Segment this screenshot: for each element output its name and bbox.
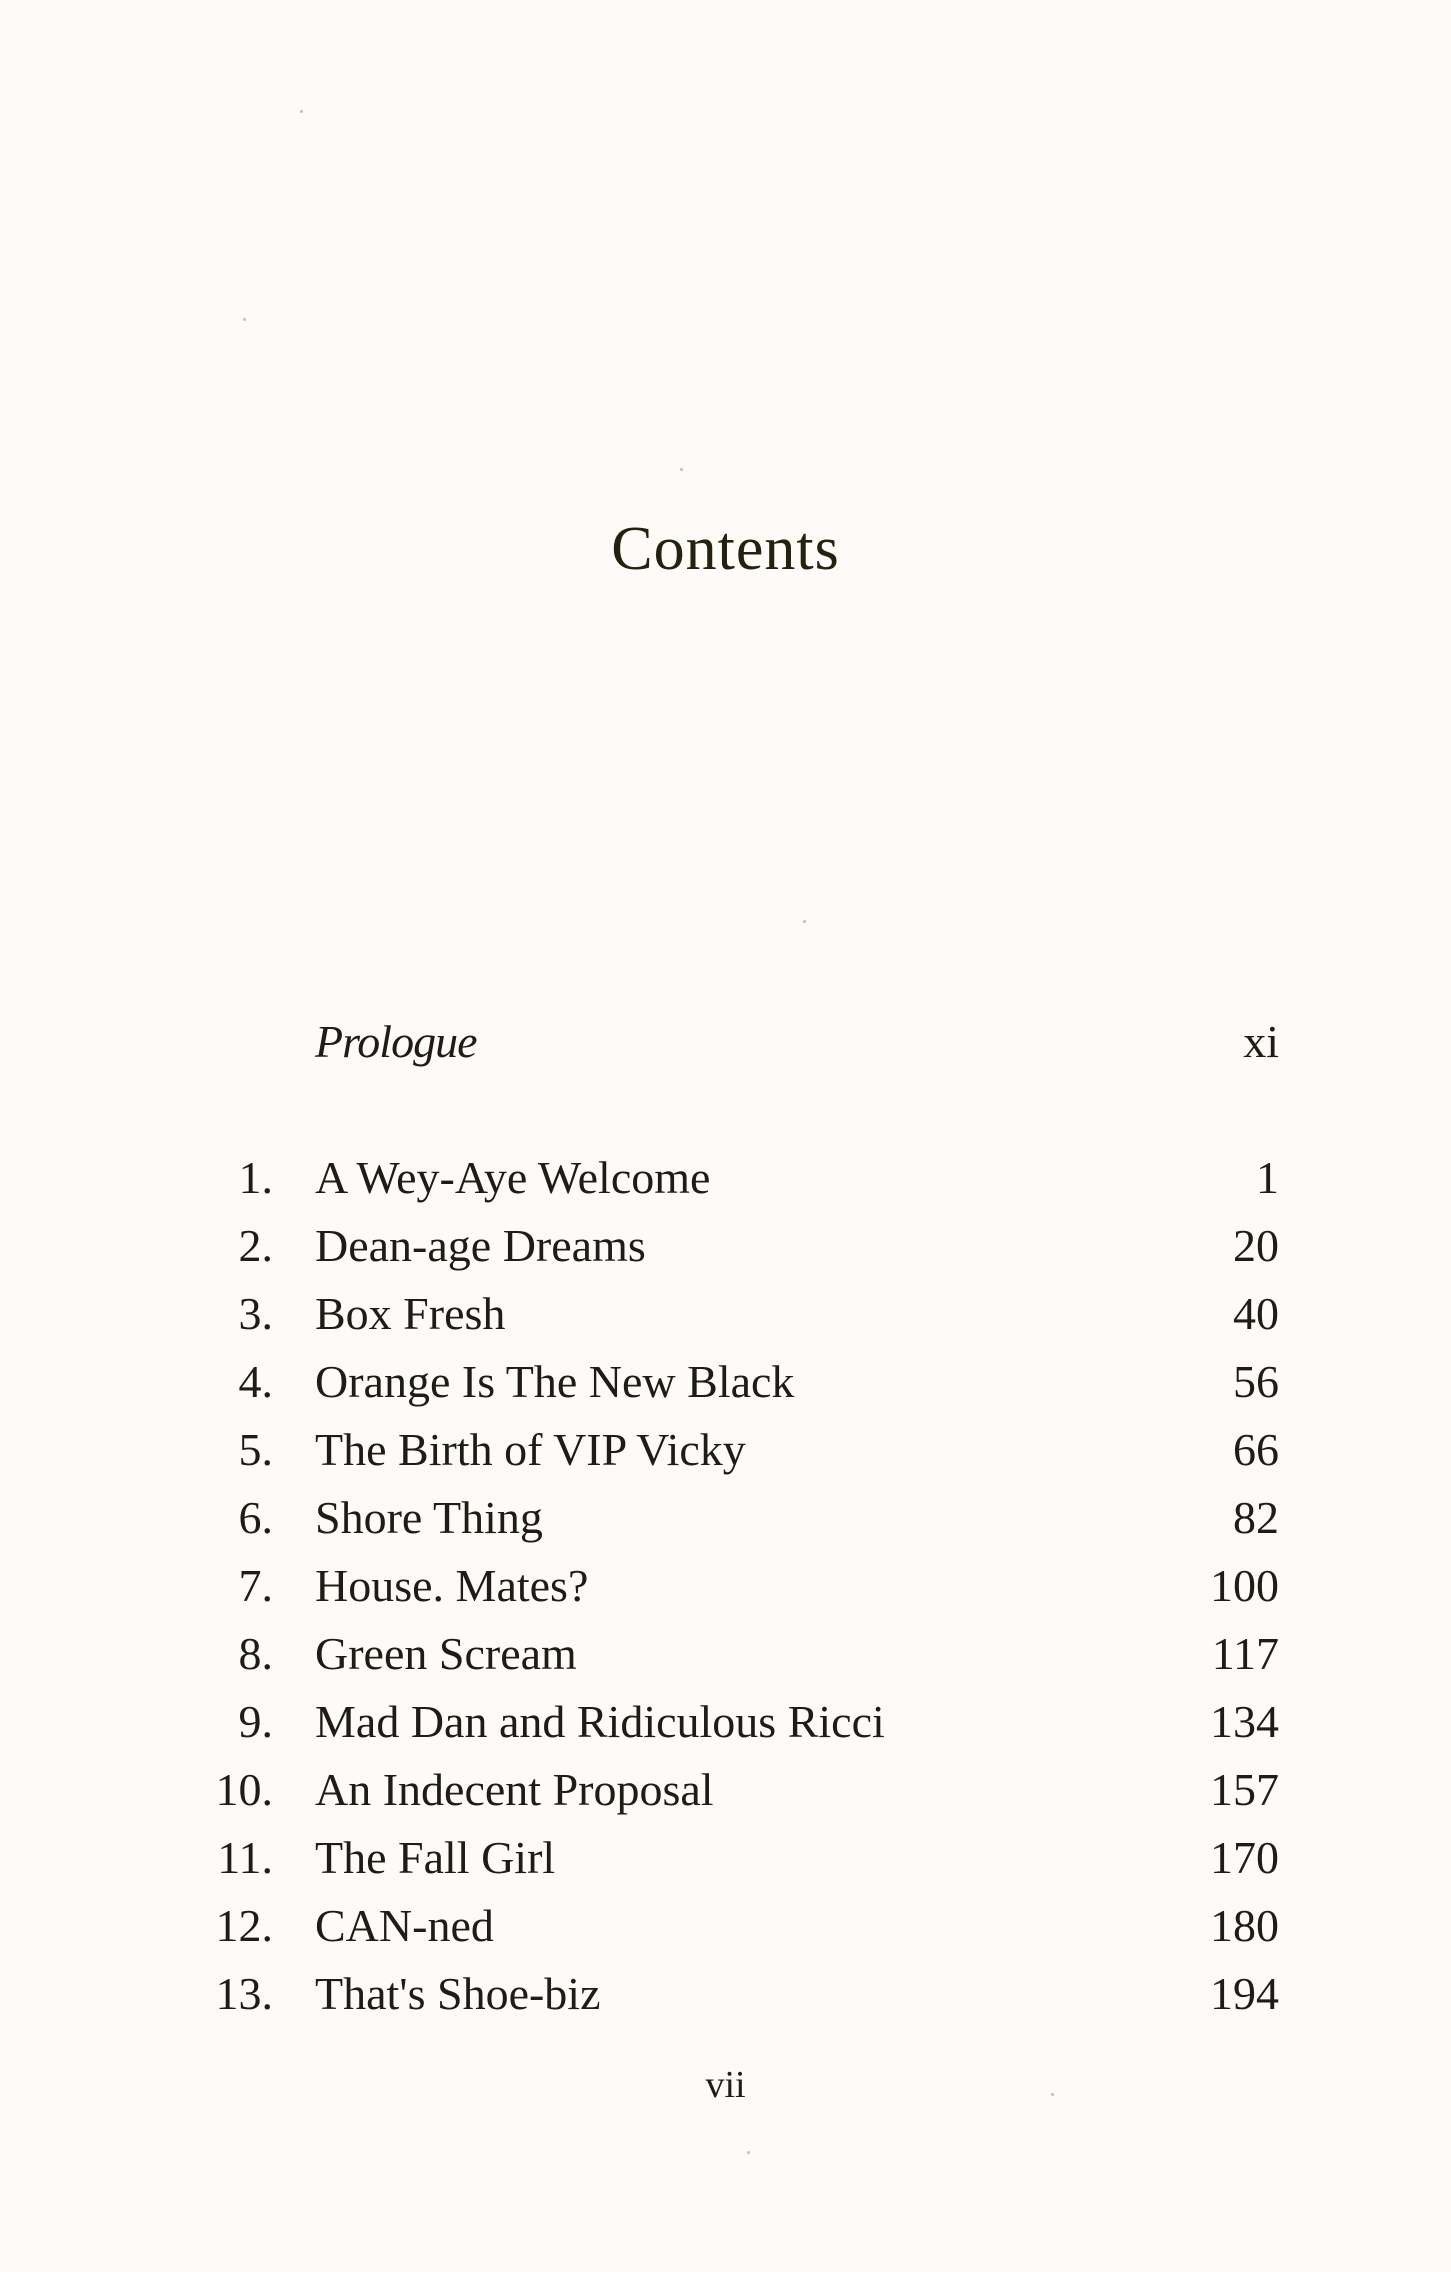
chapter-number: 7. [238, 1560, 273, 1611]
toc-row [0, 1828, 1451, 1888]
chapter-page: 100 [1210, 1560, 1279, 1611]
chapter-title: The Fall Girl [315, 1832, 556, 1883]
chapter-page: 82 [1233, 1492, 1279, 1543]
chapter-number: 8. [238, 1628, 273, 1679]
chapter-number: 2. [238, 1220, 273, 1271]
chapter-title: Orange Is The New Black [315, 1356, 795, 1407]
chapter-page: 194 [1210, 1968, 1279, 2019]
chapter-title: The Birth of VIP Vicky [315, 1424, 746, 1475]
chapter-number: 12. [215, 1900, 273, 1951]
prologue-page: xi [1243, 1016, 1279, 1067]
chapter-page: 40 [1233, 1288, 1279, 1339]
paper-speck [747, 2151, 750, 2154]
toc-row [0, 1624, 1451, 1684]
chapter-number: 4. [238, 1356, 273, 1407]
chapter-title: Shore Thing [315, 1492, 543, 1543]
page-number: vii [705, 2064, 746, 2106]
toc-row [0, 1896, 1451, 1956]
chapter-page: 170 [1210, 1832, 1279, 1883]
toc-row [0, 1148, 1451, 1208]
toc-row-prologue [0, 1012, 1451, 1072]
chapter-title: A Wey-Aye Welcome [315, 1152, 711, 1203]
paper-speck [680, 468, 683, 471]
chapter-number: 11. [217, 1832, 273, 1883]
chapter-title: House. Mates? [315, 1560, 589, 1611]
paper-speck [300, 110, 303, 113]
toc-row [0, 1420, 1451, 1480]
chapter-page: 134 [1210, 1696, 1279, 1747]
page-title: Contents [611, 515, 840, 583]
chapter-number: 1. [238, 1152, 273, 1203]
chapter-number: 3. [238, 1288, 273, 1339]
prologue-label: Prologue [315, 1016, 477, 1067]
chapter-title: Mad Dan and Ridiculous Ricci [315, 1696, 885, 1747]
toc-row [0, 1488, 1451, 1548]
chapter-title: An Indecent Proposal [315, 1764, 714, 1815]
chapter-title: Green Scream [315, 1628, 577, 1679]
toc-row [0, 1284, 1451, 1344]
chapter-number: 6. [238, 1492, 273, 1543]
toc-row [0, 1760, 1451, 1820]
chapter-number: 9. [238, 1696, 273, 1747]
chapter-title: Box Fresh [315, 1288, 506, 1339]
chapter-page: 56 [1233, 1356, 1279, 1407]
toc-row [0, 1352, 1451, 1412]
chapter-number: 10. [215, 1764, 273, 1815]
toc-row [0, 1556, 1451, 1616]
chapter-title: CAN-ned [315, 1900, 494, 1951]
chapter-page: 20 [1233, 1220, 1279, 1271]
chapter-title: Dean-age Dreams [315, 1220, 646, 1271]
chapter-page: 157 [1210, 1764, 1279, 1815]
chapter-title: That's Shoe-biz [315, 1968, 601, 2019]
chapter-page: 66 [1233, 1424, 1279, 1475]
paper-speck [243, 318, 246, 321]
chapter-page: 180 [1210, 1900, 1279, 1951]
paper-speck [803, 920, 806, 923]
toc-row [0, 1692, 1451, 1752]
chapter-page: 117 [1211, 1628, 1279, 1679]
toc-row [0, 1216, 1451, 1276]
chapter-number: 5. [238, 1424, 273, 1475]
toc-row [0, 1964, 1451, 2024]
chapter-page: 1 [1256, 1152, 1279, 1203]
chapter-number: 13. [215, 1968, 273, 2019]
